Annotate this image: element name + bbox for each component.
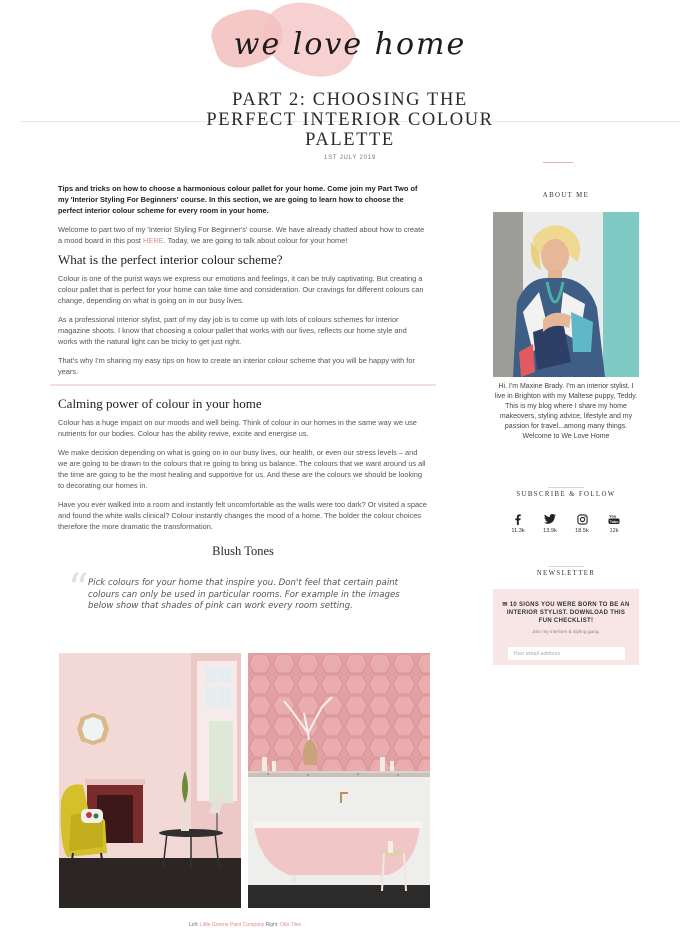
svg-text:You: You: [609, 513, 617, 519]
mail-icon: ✉: [502, 602, 508, 608]
article-paragraph: Colour has a huge impact on our moods and well being. Think of colour in our homes in the same way we use nutrients for our bodies. Colour has the ability revive, excite and energise us.: [58, 418, 417, 438]
social-count: 11.3k: [511, 528, 525, 534]
pink-bathroom-image: [248, 653, 430, 908]
social-youtube[interactable]: [601, 512, 627, 534]
post-date: 1ST JULY 2019: [323, 155, 377, 161]
subsection-heading: Blush Tones: [212, 544, 274, 558]
instagram-icon: [569, 512, 595, 526]
paragraph-text: Welcome to part two of my 'Interior Styling For Beginner's' course. We have already chatted about how to create a mood board in this post: [58, 225, 425, 245]
image-credit: [0, 922, 490, 928]
newsletter-title: NEWSLETTER: [536, 570, 596, 577]
social-count: 12k: [609, 528, 619, 534]
sidebar-divider: [543, 162, 573, 163]
author-bio: Hi. I'm Maxine Brady. I'm an interior stylist. I live in Brighton with my Maltese puppy, Teddy. This is my blog where I share my home makeovers, styling advice, lifestyle and my passion for travel...among many things. Welcome to We Love Home: [494, 383, 638, 440]
paragraph-text: . Today, we are going to talk about colour for your home!: [163, 236, 348, 245]
credit-label: Right:: [265, 922, 279, 928]
credit-link-right[interactable]: Otto Tiles: [280, 922, 302, 928]
social-count: 18.5k: [575, 528, 589, 534]
youtube-icon: [601, 512, 627, 526]
logo-text: we love home: [233, 27, 467, 62]
article-paragraph: That's why I'm sharing my easy tips on how to create an interior colour scheme that you will be happy with for years.: [58, 356, 415, 376]
pink-room-image: [59, 653, 241, 908]
pull-quote: [68, 566, 410, 613]
email-input[interactable]: [508, 647, 625, 660]
article-paragraph: Colour is one of the purist ways we express our emotions and feelings, it can be truly captivating. But creating a colour pallet that is perfect for your home can take time and consideration. Our cravings for different colours can change, depending on what is going on in our busy lives.: [58, 274, 424, 305]
article-body: [58, 183, 428, 559]
subscribe-title: SUBSCRIBE & FOLLOW: [516, 491, 616, 498]
newsletter-subtext: Join my interiors & styling gang.: [532, 630, 600, 635]
newsletter-heading: [501, 601, 631, 625]
section-divider: [50, 384, 436, 386]
quote-text: Pick colours for your home that inspire you. Don't feel that certain paint colours can only be used in particular rooms. For example in the images below show that shades of pink can work every room setting.: [88, 578, 400, 611]
newsletter-heading-text: 10 SIGNS YOU WERE BORN TO BE AN INTERIOR STYLIST. DOWNLOAD THIS FUN CHECKLIST!: [506, 602, 630, 624]
sidebar-divider: [548, 487, 584, 488]
social-instagram[interactable]: [569, 512, 595, 534]
author-portrait: [493, 212, 639, 377]
sidebar-divider: [548, 566, 584, 567]
site-logo[interactable]: [0, 0, 700, 90]
article-paragraph: We make decision depending on what is going on in our busy lives, our health, or even our stress levels – and we are going to be drawn to the colours that re going to bring us balance. The colours that we want around us all the time are going to be the most healing and supportive for us. And these are the colours we should be looking to decorating our homes in.: [58, 448, 426, 490]
about-me-title: ABOUT ME: [542, 192, 590, 199]
social-links: [505, 512, 627, 534]
quote-mark-icon: “: [68, 566, 89, 612]
article-paragraph: [58, 224, 428, 246]
credit-label: Left:: [188, 922, 199, 928]
post-link-here[interactable]: HERE: [143, 236, 164, 245]
article-paragraph: As a professional interior stylist, part of my day job is to come up with lots of colours schemes for interior magazine shoots. I know that choosing a colour pallet that works with our lives, reflects our home style and works with the natural light can be tricky to get just right.: [58, 315, 407, 346]
social-twitter[interactable]: [537, 512, 563, 534]
post-title: PART 2: CHOOSING THE PERFECT INTERIOR COLOUR PALETTE: [206, 90, 494, 150]
article-intro: Tips and tricks on how to choose a harmonious colour pallet for your home. Come join my Part Two of my 'Interior Styling For Beginners' course. In this section, we are going to learn how to choose the perfect interior colour scheme for every room in your home.: [58, 184, 418, 215]
section-heading: What is the perfect interior colour scheme?: [58, 252, 283, 267]
article-paragraph: Have you ever walked into a room and instantly felt uncomfortable as the walls were too dark? Or visited a space and found the white walls clinical? Colour instantly changes the mood of a home. The bolder the colour choices therefore the more dramatic the transformation.: [58, 500, 427, 531]
twitter-icon: [537, 512, 563, 526]
svg-text:Tube: Tube: [609, 520, 619, 524]
social-facebook[interactable]: [505, 512, 531, 534]
credit-link-left[interactable]: Little Greene Paint Company: [199, 922, 265, 928]
social-count: 13.9k: [543, 528, 557, 534]
facebook-icon: [505, 512, 531, 526]
section-heading: Calming power of colour in your home: [58, 396, 262, 411]
